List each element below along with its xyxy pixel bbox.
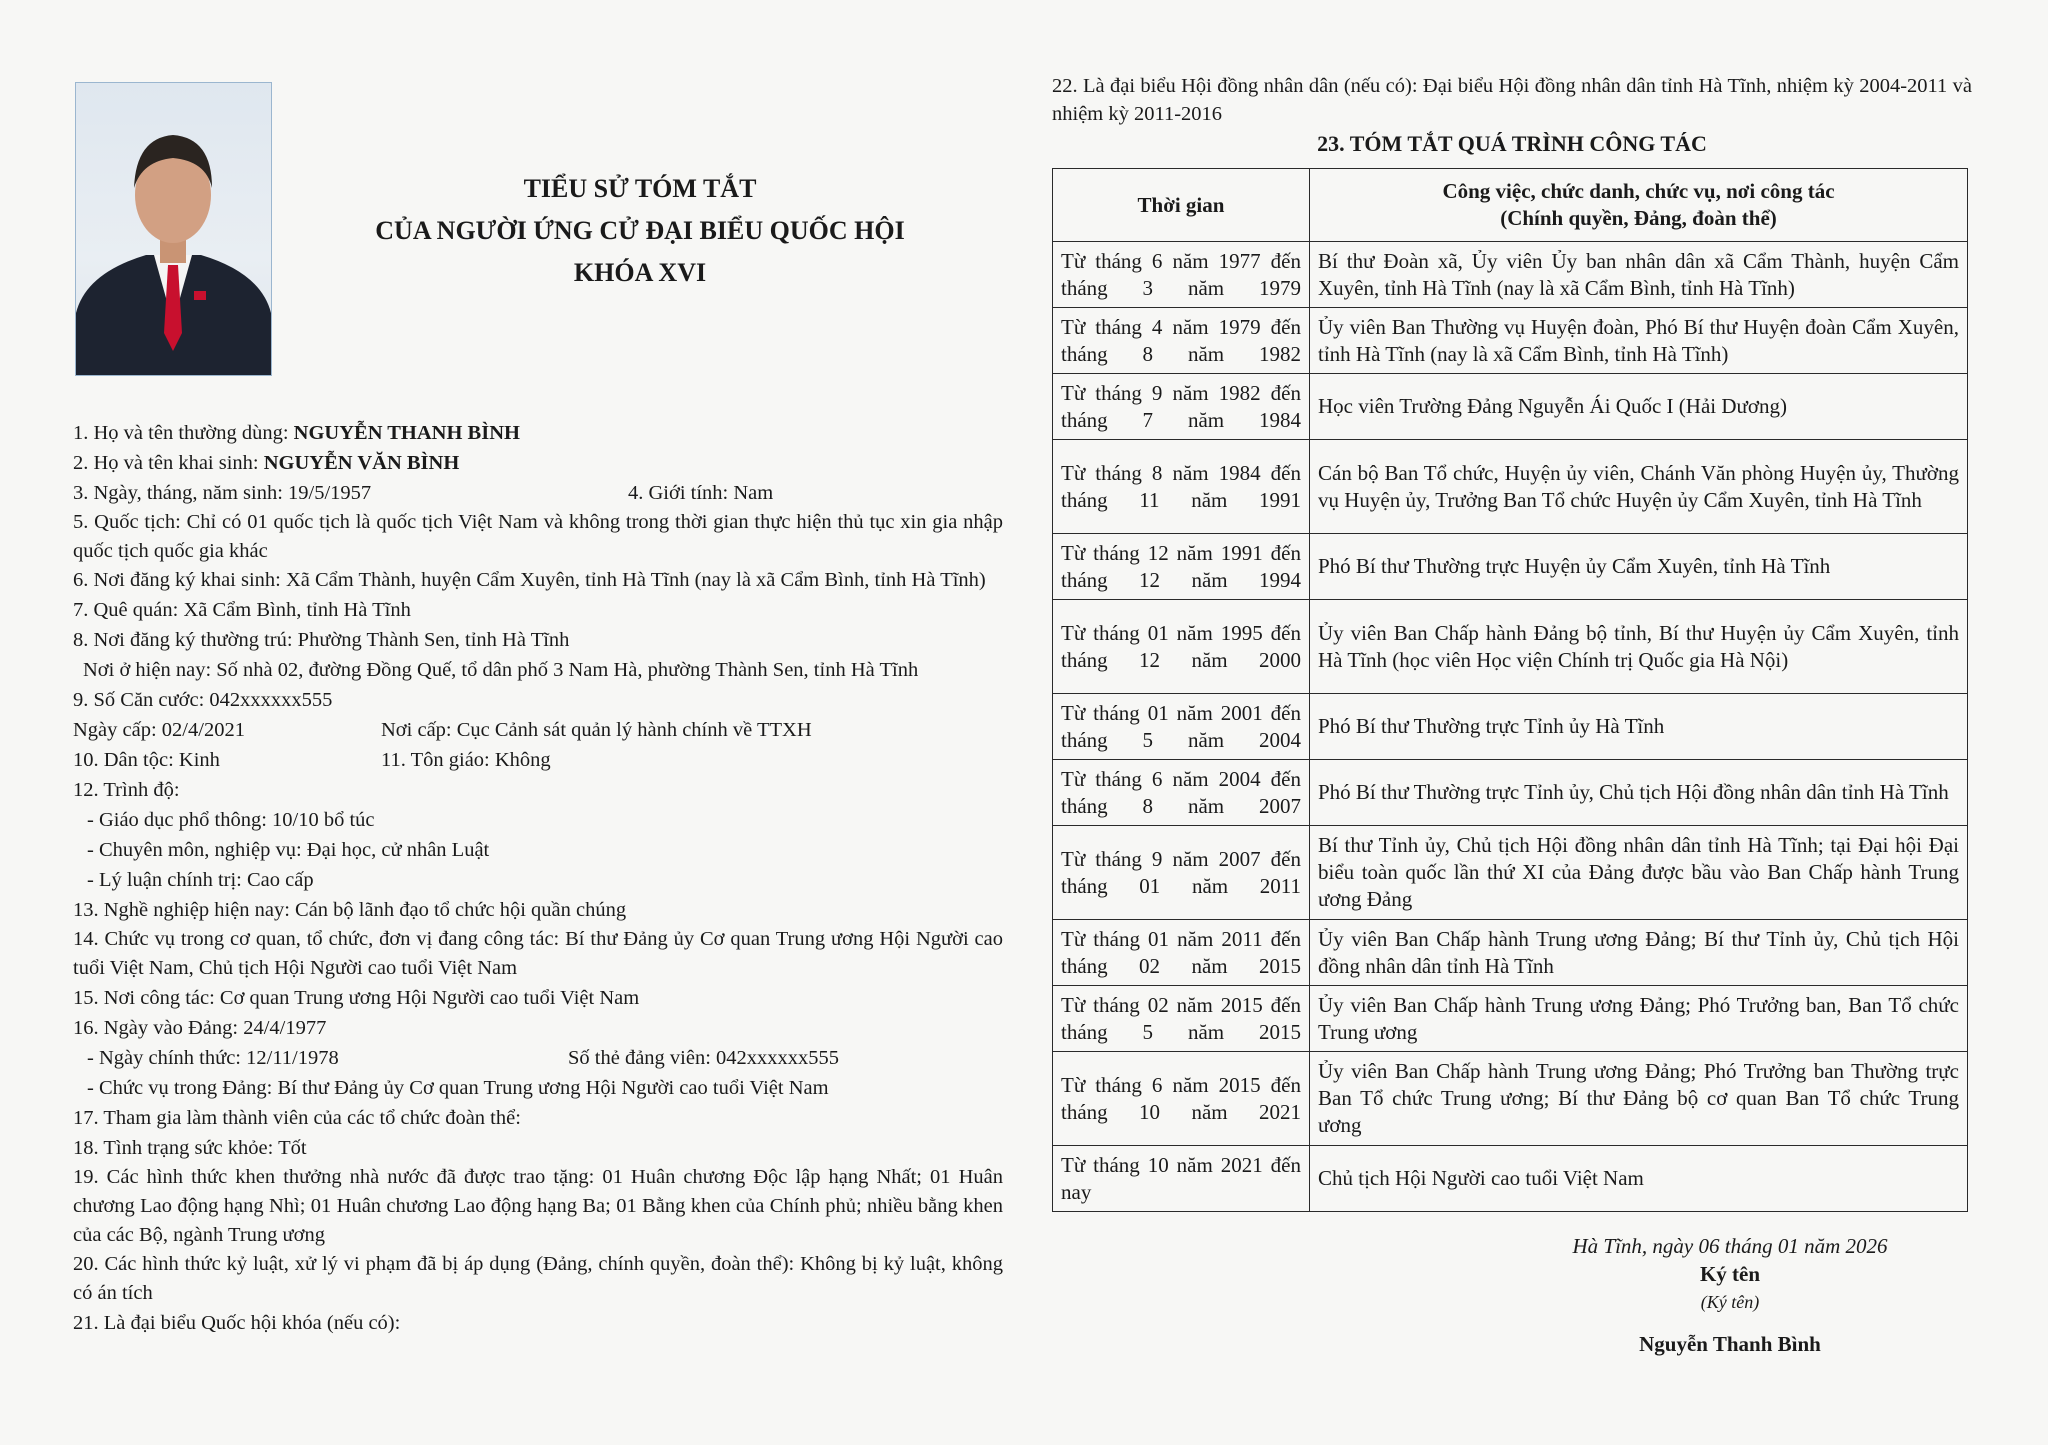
signer-name: Nguyễn Thanh Bình bbox=[1639, 1332, 1821, 1356]
table-row bbox=[1053, 534, 1968, 600]
row-description: Cán bộ Ban Tổ chức, Huyện ủy viên, Chánh Văn phòng Huyện ủy, Thường vụ Huyện ủy, Trưởng Ban Tổ chức Huyện ủy Cẩm Xuyên, tỉnh Hà Tĩnh bbox=[1310, 440, 1968, 534]
table-row bbox=[1053, 760, 1968, 826]
personal-info-section bbox=[73, 418, 1003, 1338]
document-title bbox=[300, 168, 980, 294]
signature-label: Ký tên bbox=[1699, 1262, 1761, 1286]
table-row bbox=[1053, 920, 1968, 986]
field-birth-registration: 6. Nơi đăng ký khai sinh: Xã Cẩm Thành, huyện Cẩm Xuyên, tỉnh Hà Tĩnh (nay là xã Cẩm Bình, tỉnh Hà Tĩnh) bbox=[73, 569, 986, 591]
row-time: Từ tháng 6 năm 2004 đến tháng 8 năm 2007 bbox=[1053, 760, 1310, 826]
title-line-3: KHÓA XVI bbox=[573, 258, 707, 287]
place-date: Hà Tĩnh, ngày 06 tháng 01 năm 2026 bbox=[1572, 1234, 1888, 1258]
table-row bbox=[1053, 986, 1968, 1052]
row-time: Từ tháng 6 năm 2015 đến tháng 10 năm 2021 bbox=[1053, 1052, 1310, 1146]
field-awards: 19. Các hình thức khen thưởng nhà nước đã được trao tặng: 01 Huân chương Độc lập hạng Nhất; 01 Huân chương Lao động hạng Nhì; 01 Huân chương Lao động hạng Ba; 01 Bằng khen của Chính phủ; nhiều bằng khen của các Bộ, ngành Trung ương bbox=[73, 1166, 1003, 1246]
row-description: Học viên Trường Đảng Nguyễn Ái Quốc I (Hải Dương) bbox=[1310, 374, 1968, 440]
field-dob: 3. Ngày, tháng, năm sinh: 19/5/1957 bbox=[73, 482, 372, 504]
portrait-photo bbox=[75, 82, 272, 376]
id-issue-date: Ngày cấp: 02/4/2021 bbox=[73, 719, 245, 741]
row-time: Từ tháng 9 năm 2007 đến tháng 01 năm 2011 bbox=[1053, 826, 1310, 920]
field-birth-name: 2. Họ và tên khai sinh: NGUYỄN VĂN BÌNH bbox=[73, 452, 460, 474]
table-row bbox=[1053, 600, 1968, 694]
field-nationality: 5. Quốc tịch: Chỉ có 01 quốc tịch là quốc tịch Việt Nam và không trong thời gian thực hiện thủ tục xin gia nhập quốc tịch quốc gia khác bbox=[73, 511, 1003, 562]
row-time: Từ tháng 9 năm 1982 đến tháng 7 năm 1984 bbox=[1053, 374, 1310, 440]
field-party-position: - Chức vụ trong Đảng: Bí thư Đảng ủy Cơ quan Trung ương Hội Người cao tuổi Việt Nam bbox=[87, 1077, 829, 1099]
work-history-section bbox=[1052, 72, 1972, 1212]
row-time: Từ tháng 01 năm 1995 đến tháng 12 năm 2000 bbox=[1053, 600, 1310, 694]
title-line-1: TIỂU SỬ TÓM TẮT bbox=[523, 174, 757, 203]
signature-note: (Ký tên) bbox=[1700, 1292, 1760, 1312]
field-id-issue bbox=[73, 715, 1003, 745]
field-current-residence: Nơi ở hiện nay: Số nhà 02, đường Đồng Quế, tổ dân phố 3 Nam Hà, phường Thành Sen, tỉnh Hà Tĩnh bbox=[83, 659, 919, 681]
row-description: Phó Bí thư Thường trực Tỉnh ủy Hà Tĩnh bbox=[1310, 694, 1968, 760]
row-description: Phó Bí thư Thường trực Tỉnh ủy, Chủ tịch Hội đồng nhân dân tỉnh Hà Tĩnh bbox=[1310, 760, 1968, 826]
title-line-2: CỦA NGƯỜI ỨNG CỬ ĐẠI BIỂU QUỐC HỘI bbox=[375, 216, 905, 245]
row-description: Ủy viên Ban Chấp hành Đảng bộ tỉnh, Bí thư Huyện ủy Cẩm Xuyên, tỉnh Hà Tĩnh (học viên Học viện Chính trị Quốc gia Hà Nội) bbox=[1310, 600, 1968, 694]
column-header-description: Công việc, chức danh, chức vụ, nơi công tác (Chính quyền, Đảng, đoàn thể) bbox=[1310, 169, 1968, 242]
field-health: 18. Tình trạng sức khỏe: Tốt bbox=[73, 1137, 307, 1159]
field-common-name: 1. Họ và tên thường dùng: NGUYỄN THANH BÌNH bbox=[73, 422, 520, 444]
party-card-number: Số thẻ đảng viên: 042xxxxxx555 bbox=[568, 1047, 840, 1069]
field-gender: 4. Giới tính: Nam bbox=[628, 482, 774, 504]
field-hometown: 7. Quê quán: Xã Cẩm Bình, tỉnh Hà Tĩnh bbox=[73, 599, 411, 621]
row-time: Từ tháng 4 năm 1979 đến tháng 8 năm 1982 bbox=[1053, 308, 1310, 374]
id-issue-place: Nơi cấp: Cục Cảnh sát quản lý hành chính về TTXH bbox=[381, 719, 812, 741]
birth-name-value: NGUYỄN VĂN BÌNH bbox=[263, 452, 460, 474]
work-history-table bbox=[1052, 168, 1968, 1212]
common-name-value: NGUYỄN THANH BÌNH bbox=[293, 422, 520, 444]
row-description: Bí thư Đoàn xã, Ủy viên Ủy ban nhân dân xã Cẩm Thành, huyện Cẩm Xuyên, tỉnh Hà Tĩnh (nay là xã Cẩm Bình, tỉnh Hà Tĩnh) bbox=[1310, 242, 1968, 308]
education-general: - Giáo dục phổ thông: 10/10 bổ túc bbox=[87, 809, 375, 831]
row-time: Từ tháng 02 năm 2015 đến tháng 5 năm 2015 bbox=[1053, 986, 1310, 1052]
field-religion: 11. Tôn giáo: Không bbox=[381, 749, 551, 771]
row-description: Ủy viên Ban Chấp hành Trung ương Đảng; Phó Trưởng ban, Ban Tổ chức Trung ương bbox=[1310, 986, 1968, 1052]
row-description: Ủy viên Ban Chấp hành Trung ương Đảng; Bí thư Tỉnh ủy, Chủ tịch Hội đồng nhân dân tỉnh Hà Tĩnh bbox=[1310, 920, 1968, 986]
table-row bbox=[1053, 440, 1968, 534]
field-ethnicity-religion bbox=[73, 745, 1003, 775]
field-organizations: 17. Tham gia làm thành viên của các tổ chức đoàn thể: bbox=[73, 1107, 521, 1129]
column-header-time: Thời gian bbox=[1053, 169, 1310, 242]
field-permanent-residence: 8. Nơi đăng ký thường trú: Phường Thành Sen, tỉnh Hà Tĩnh bbox=[73, 629, 570, 651]
table-row bbox=[1053, 374, 1968, 440]
row-description: Bí thư Tỉnh ủy, Chủ tịch Hội đồng nhân dân tỉnh Hà Tĩnh; tại Đại hội Đại biểu toàn quốc lần thứ XI của Đảng được bầu vào Ban Chấp hành Trung ương Đảng bbox=[1310, 826, 1968, 920]
field-party-join-date: 16. Ngày vào Đảng: 24/4/1977 bbox=[73, 1017, 327, 1039]
row-time: Từ tháng 8 năm 1984 đến tháng 11 năm 1991 bbox=[1053, 440, 1310, 534]
table-header-row bbox=[1053, 169, 1968, 242]
row-time: Từ tháng 6 năm 1977 đến tháng 3 năm 1979 bbox=[1053, 242, 1310, 308]
table-row bbox=[1053, 242, 1968, 308]
table-row bbox=[1053, 826, 1968, 920]
field-party-official bbox=[73, 1043, 1003, 1073]
row-time: Từ tháng 12 năm 1991 đến tháng 12 năm 1994 bbox=[1053, 534, 1310, 600]
field-dob-gender bbox=[73, 478, 1003, 508]
portrait-illustration bbox=[76, 83, 271, 375]
table-row bbox=[1053, 308, 1968, 374]
education-political: - Lý luận chính trị: Cao cấp bbox=[87, 869, 314, 891]
signature-block bbox=[1540, 1232, 1920, 1358]
table-row bbox=[1053, 694, 1968, 760]
field-ethnicity: 10. Dân tộc: Kinh bbox=[73, 749, 220, 771]
table-row bbox=[1053, 1146, 1968, 1212]
row-time: Từ tháng 01 năm 2001 đến tháng 5 năm 2004 bbox=[1053, 694, 1310, 760]
table-row bbox=[1053, 1052, 1968, 1146]
row-description: Ủy viên Ban Chấp hành Trung ương Đảng; Phó Trưởng ban Thường trực Ban Tổ chức Trung ương; Bí thư Đảng bộ cơ quan Ban Tổ chức Trung ương bbox=[1310, 1052, 1968, 1146]
field-na-delegate: 21. Là đại biểu Quốc hội khóa (nếu có): bbox=[73, 1312, 401, 1334]
field-discipline: 20. Các hình thức kỷ luật, xử lý vi phạm đã bị áp dụng (Đảng, chính quyền, đoàn thể): Không bị kỷ luật, không có án tích bbox=[73, 1253, 1003, 1304]
field-occupation: 13. Nghề nghiệp hiện nay: Cán bộ lãnh đạo tổ chức hội quần chúng bbox=[73, 899, 627, 921]
field-council-delegate: 22. Là đại biểu Hội đồng nhân dân (nếu có): Đại biểu Hội đồng nhân dân tỉnh Hà Tĩnh, nhiệm kỳ 2004-2011 và nhiệm kỳ 2011-2016 bbox=[1052, 75, 1972, 125]
row-description: Ủy viên Ban Thường vụ Huyện đoàn, Phó Bí thư Huyện đoàn Cẩm Xuyên, tỉnh Hà Tĩnh (nay là xã Cẩm Bình, tỉnh Hà Tĩnh) bbox=[1310, 308, 1968, 374]
work-history-title: 23. TÓM TẮT QUÁ TRÌNH CÔNG TÁC bbox=[1317, 131, 1707, 156]
row-description: Chủ tịch Hội Người cao tuổi Việt Nam bbox=[1310, 1146, 1968, 1212]
field-position: 14. Chức vụ trong cơ quan, tổ chức, đơn vị đang công tác: Bí thư Đảng ủy Cơ quan Trung ương Hội Người cao tuổi Việt Nam, Chủ tịch Hội Người cao tuổi Việt Nam bbox=[73, 928, 1003, 979]
row-time: Từ tháng 10 năm 2021 đến nay bbox=[1053, 1146, 1310, 1212]
field-id-number: 9. Số Căn cước: 042xxxxxx555 bbox=[73, 689, 333, 711]
party-official-date: - Ngày chính thức: 12/11/1978 bbox=[87, 1047, 339, 1069]
row-description: Phó Bí thư Thường trực Huyện ủy Cẩm Xuyên, tỉnh Hà Tĩnh bbox=[1310, 534, 1968, 600]
field-workplace: 15. Nơi công tác: Cơ quan Trung ương Hội Người cao tuổi Việt Nam bbox=[73, 987, 640, 1009]
field-education: 12. Trình độ: bbox=[73, 779, 180, 801]
education-professional: - Chuyên môn, nghiệp vụ: Đại học, cử nhân Luật bbox=[87, 839, 490, 861]
row-time: Từ tháng 01 năm 2011 đến tháng 02 năm 2015 bbox=[1053, 920, 1310, 986]
